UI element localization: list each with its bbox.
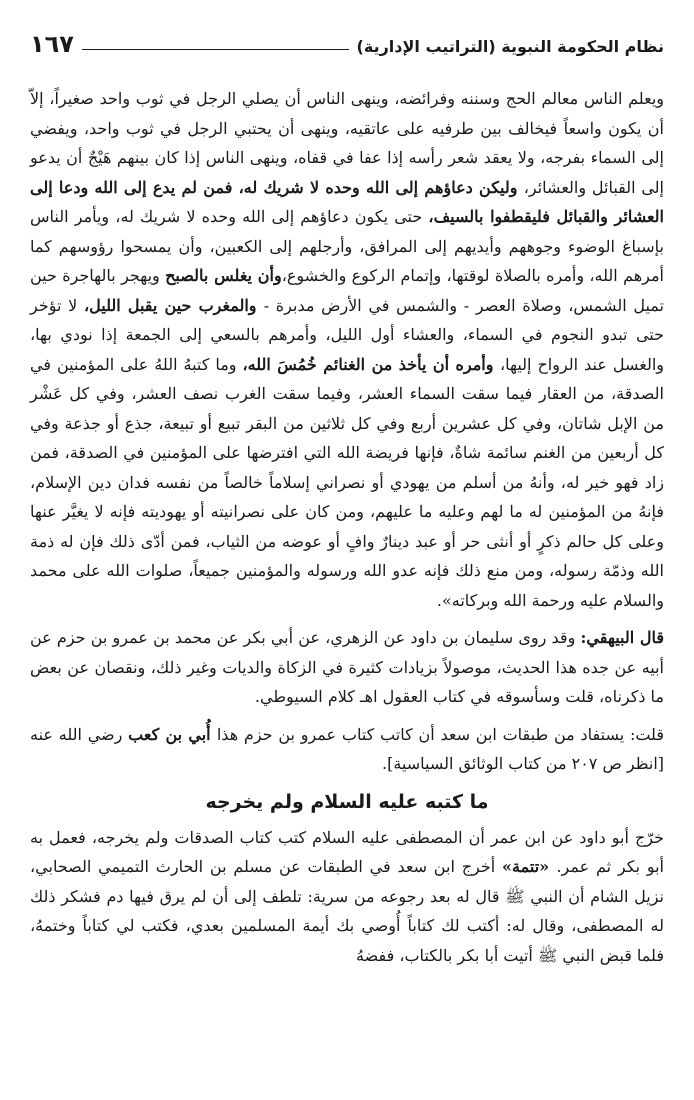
bold-text-segment: وأمره أن يأخذ من الغنائم خُمُسَ الله، bbox=[242, 354, 500, 374]
body-paragraph-section bbox=[30, 823, 664, 971]
text-segment: حتى يكون دعاؤهم إلى الله وحده لا شريك له، ويأمر الناس بإسباغ الوضوء وجوههم وأيديهم إلى المرافق، وأرجلهم إلى الكعبين، وأن يمسحوا رؤوسهم كما أمرهم الله، وأمره بالصلاة لوقتها، وإتمام الركوع والخشوع، bbox=[30, 207, 664, 285]
page-header bbox=[30, 18, 664, 58]
running-title: نظام الحكومة النبوية (التراتيب الإدارية) bbox=[356, 37, 664, 56]
page-number: ١٦٧ bbox=[30, 30, 74, 58]
book-page bbox=[30, 18, 664, 1088]
bold-text-segment: والمغرب حين يقبل الليل، bbox=[83, 295, 264, 315]
text-segment: خرّج أبو داود عن ابن عمر أن المصطفى عليه السلام كتب كتاب الصدقات ولم يخرجه، فعمل به أبو بكر ثم عمر. bbox=[30, 827, 665, 876]
text-segment: قلت: يستفاد من طبقات ابن سعد أن كاتب كتاب عمرو بن حزم هذا bbox=[216, 724, 664, 744]
body-paragraph-bayhaqi bbox=[30, 623, 664, 712]
body-paragraph-note bbox=[30, 720, 664, 779]
text-segment: لا تؤخر حتى تبدو النجوم في السماء، والعشاء أول الليل، وأمرهم بالسعي إلى الجمعة إذا نودي بها، والغسل عند الرواح إليها، bbox=[30, 295, 664, 374]
text-segment: وما كتبهُ اللهُ على المؤمنين في الصدقة، من العقار فيما سقت السماء العشر، وفيما سقت الغرب نصف العشر، وفي كل عَشْر من الإبل شاتان، وفي كل عشرين أربع وفي كل ثلاثين من البقر تبيع أو تبيعة، جذع أو جذعة وفي كل أربعين من الغنم سائمة شاةٌ، فإنها فريضة الله التي افترضها على المؤمنين في الصدقة، فمن زاد فهو خير له، وأنهُ من أسلم من يهودي أو نصراني إسلاماً خالصاً من نفسه فدان دين الإسلام، فإنهُ من المؤمنين له ما لهم وعليه ما عليهم، ومن كان على نصرانيته أو يهوديته فإنه لا يغيَّر عنها وعلى كل حالم ذكرٍ أو أنثى حر أو عبد دينارٌ وافٍ أو عوضه من الثياب، فمن أدّى ذلك فإن له ذمة الله وذمّة رسوله، ومن منع ذلك فإنه عدو الله ورسوله والمؤمنين جميعاً، صلوات الله على محمد والسلام عليه ورحمة الله وبركاته». bbox=[30, 354, 665, 610]
bold-text-segment: وليكن دعاؤهم إلى الله وحده لا شريك له، فمن لم يدع إلى الله ودعا إلى العشائر والقبائل فليقطفوا بالسيف، bbox=[30, 177, 665, 226]
bold-text-segment: «تتمة» bbox=[502, 857, 557, 876]
bold-text-segment: أُبي بن كعب bbox=[128, 724, 217, 744]
text-segment: ويعلم الناس معالم الحج وسننه وفرائضه، وينهى الناس أن يصلي الرجل في ثوب واحد صغيراً، إلاّ أن يكون واسعاً فيخالف بين طرفيه على عاتقيه، وينهى أن يحتبي الرجل في ثوب واحد، ويفضي إلى السماء بفرجه، ولا يعقد شعر رأسه إذا عفا في قفاه، وينهى الناس إذا كان بينهم هَيْجٌ أن يدعو إلى القبائل والعشائر، bbox=[30, 89, 665, 197]
bold-text-segment: قال البيهقي: bbox=[580, 628, 665, 647]
section-heading: ما كتبه عليه السلام ولم يخرجه bbox=[205, 790, 489, 813]
bold-text-segment: وأن يغلس بالصبح bbox=[165, 266, 282, 285]
text-segment: أخرج ابن سعد في الطبقات عن مسلم بن الحارث التميمي الصحابي، نزيل الشام أن النبي ﷺ قال له بعد رجوعه من سرية: تلطف إلى أن لم يرق فيها دم فشكر ذلك له المصطفى، وقال له: أكتب لك كتاباً أُوصي بك أيمة المسلمين بعدي، فكتب لي كتاباً وختمهُ، فلما قبض النبي ﷺ أتيت أبا بكر بالكتاب، ففضهُ bbox=[30, 857, 664, 965]
text-segment: وقد روى سليمان بن داود عن الزهري، عن أبي بكر عن محمد بن عمرو بن حزم عن أبيه عن جده هذا الحديث، موصولاً بزيادات كثيرة في الزكاة والديات وغير ذلك، ونقصان عن بعض ما ذكرناه، قلت وسأسوقه في كتاب العقول اهـ كلام السيوطي. bbox=[30, 628, 665, 706]
body-paragraph-letter-text bbox=[30, 84, 664, 615]
text-segment: ويهجر بالهاجرة حين تميل الشمس، وصلاة العصر - والشمس في الأرض مدبرة - bbox=[30, 266, 664, 315]
text-segment: رضي الله عنه [انظر ص ٢٠٧ من كتاب الوثائق السياسية]. bbox=[30, 724, 664, 773]
header-rule bbox=[82, 49, 349, 50]
